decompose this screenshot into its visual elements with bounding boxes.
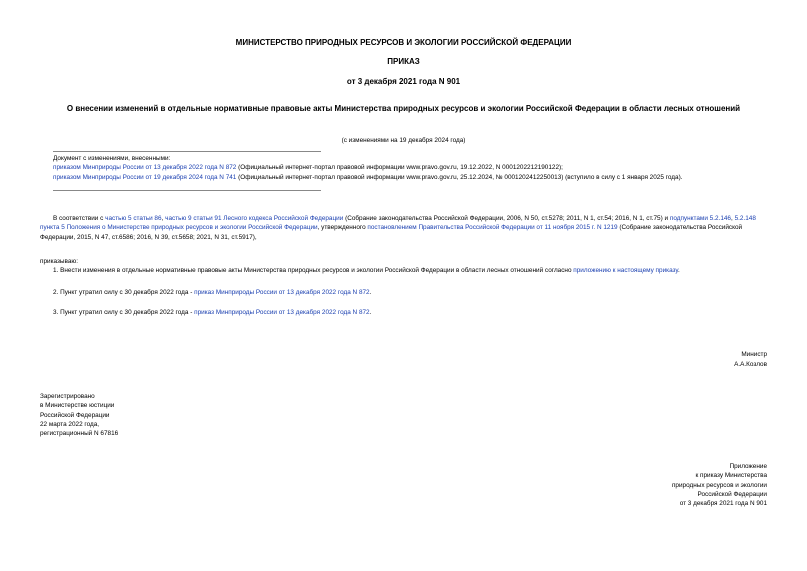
change-link-741[interactable]: приказом Минприроды России от 19 декабря 2024 года N 741 <box>53 173 237 181</box>
document-date-number: от 3 декабря 2021 года N 901 <box>346 77 461 86</box>
order-item-2: 2. Пункт утратил силу с 30 декабря 2022 года - приказ Минприроды России от 13 декабря 2022 года N 872. <box>53 289 372 296</box>
order-item-1: 1. Внести изменения в отдельные нормативные правовые акты Министерства природных ресурсов и экологии Российской Федерации в области лесных отношений согласно приложению к настоящему приказу. <box>53 267 680 274</box>
link-government-decree-1219[interactable]: постановлением Правительства Российской Федерации от 11 ноября 2015 г. N 1219 <box>367 224 618 232</box>
link-subparagraph-5-2-146[interactable]: подпунктами 5.2.146 <box>669 215 731 222</box>
order-item-3: 3. Пункт утратил силу с 30 декабря 2022 года - приказ Минприроды России от 13 декабря 2022 года N 872. <box>53 309 372 316</box>
ministry-heading: МИНИСТЕРСТВО ПРИРОДНЫХ РЕСУРСОВ И ЭКОЛОГИИ РОССИЙСКОЙ ФЕДЕРАЦИИ <box>235 38 572 47</box>
signature-position: Министр <box>741 351 767 358</box>
divider-top <box>53 151 321 152</box>
changes-block <box>53 154 783 182</box>
divider-bottom <box>53 190 321 191</box>
change-link-872[interactable]: приказом Минприроды России от 13 декабря 2022 года N 872 <box>53 164 237 172</box>
link-order-872-item3[interactable]: приказ Минприроды России от 13 декабря 2022 года N 872 <box>194 309 370 316</box>
link-regulation-ministry[interactable]: 5.2.148 пункта 5 Положения о Министерстве природных ресурсов и экологии Российской Федерации <box>40 215 756 232</box>
changes-intro: Документ с изменениями, внесенными: <box>53 155 171 162</box>
orders-word: приказываю: <box>40 258 78 265</box>
link-forest-code-91[interactable]: частью 9 статьи 91 Лесного кодекса Российской Федерации <box>165 215 344 222</box>
signature-name: А.А.Козлов <box>734 361 767 368</box>
appendix-block: Приложение к приказу Министерства природных ресурсов и экологии Российской Федерации от 3 декабря 2021 года N 901 <box>671 463 767 508</box>
link-appendix[interactable]: приложению к настоящему приказу <box>573 267 678 274</box>
link-order-872-item2[interactable]: приказ Минприроды России от 13 декабря 2022 года N 872 <box>194 289 370 296</box>
changes-item: приказом Минприроды России от 19 декабря 2024 года N 741 (Официальный интернет-портал правовой информации www.pravo.gov.ru, 25.12.2024, № 0001202412250013) (вступило в силу с 1 января 2025 года). <box>53 173 683 181</box>
document-type: ПРИКАЗ <box>387 57 420 66</box>
preamble-paragraph: В соответствии с частью 5 статьи 86, частью 9 статьи 91 Лесного кодекса Российской Федерации (Собрание законодательства Российской Федерации, 2006, N 50, ст.5278; 2011, N 1, ст.54; 2016, N 1, ст.75) и подпунктами 5.2.146, 5.2.148 пункта 5 Положения о Министерстве природных ресурсов и экологии Российской Федерации, утвержденного постановлением Правительства Российской Федерации от 11 ноября 2015 г. N 1219 (Собрание законодательства Российской Федерации, 2015, N 47, ст.6586; 2016, N 39, ст.5658; 2021, N 31, ст.5917), <box>40 215 756 241</box>
changes-item: приказом Минприроды России от 13 декабря 2022 года N 872 (Официальный интернет-портал правовой информации www.pravo.gov.ru, 19.12.2022, N 0001202212190122); <box>53 164 563 172</box>
registration-block: Зарегистрировано в Министерстве юстиции Российской Федерации 22 марта 2022 года, регистрационный N 67816 <box>40 393 119 438</box>
document-title: О внесении изменений в отдельные нормативные правовые акты Министерства природных ресурсов и экологии Российской Федерации в области лесных отношений <box>66 104 741 113</box>
link-forest-code-86[interactable]: частью 5 статьи 86 <box>105 215 162 222</box>
revision-note: (с изменениями на 19 декабря 2024 года) <box>341 137 466 144</box>
